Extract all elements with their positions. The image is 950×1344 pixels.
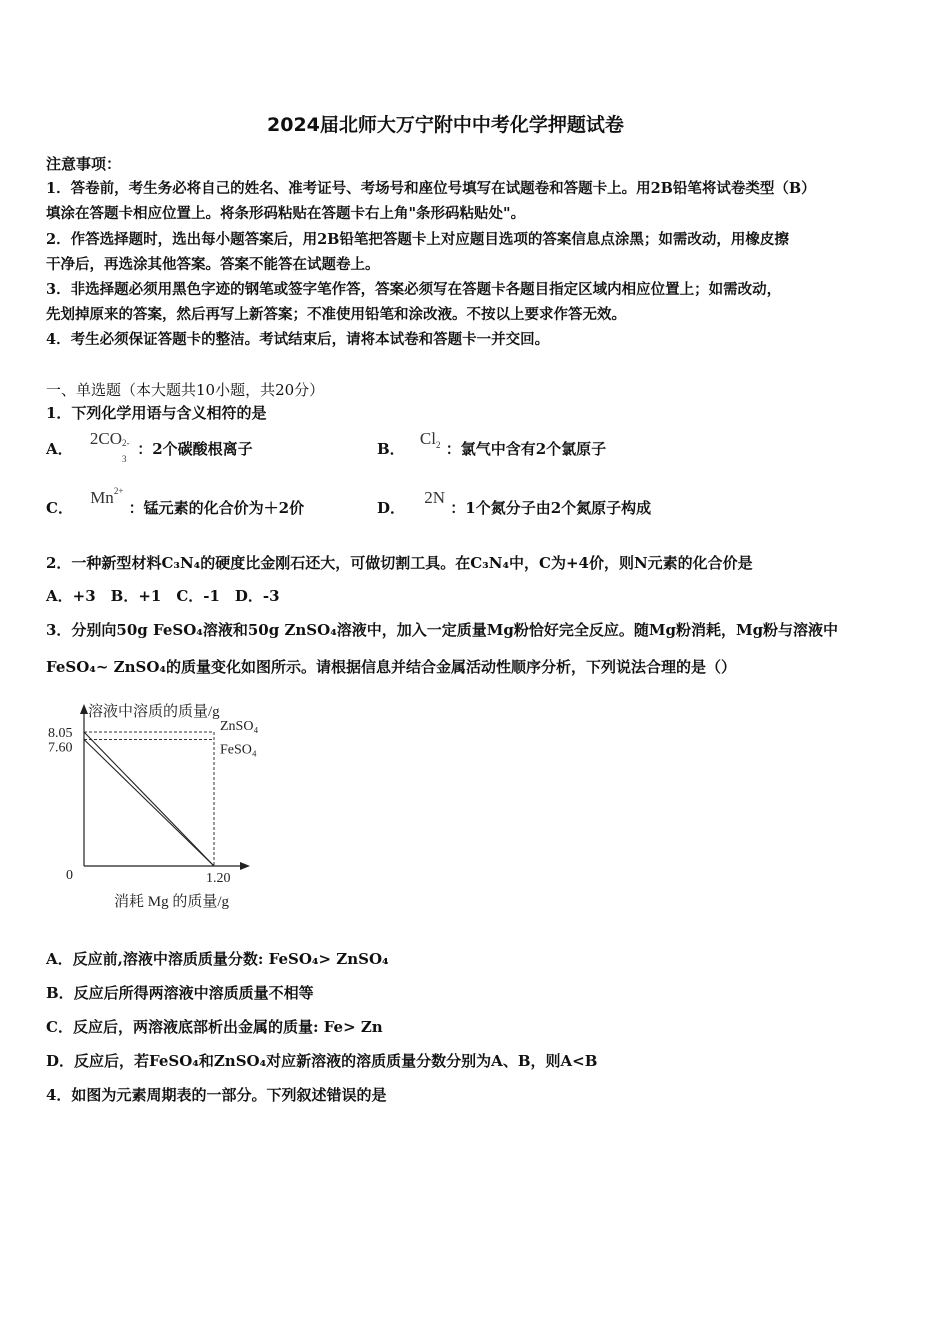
notice-heading: 注意事项： bbox=[46, 155, 122, 173]
y-tick-label: 7.60 bbox=[48, 740, 73, 756]
origin-label: 0 bbox=[66, 868, 73, 883]
question-2-options: A．+3 B．+1 C．-1 D．-3 bbox=[46, 587, 280, 605]
q1-option-b-formula: $Cl_2$ bbox=[419, 429, 441, 450]
legend-feso4: FeSO₄ bbox=[220, 742, 257, 758]
q1-option-d-text: ：1个氮分子由2个氮原子构成 bbox=[450, 499, 652, 517]
question-3-stem-line2: FeSO₄~ ZnSO₄的质量变化如图所示。请根据信息并结合金属活动性顺序分析，下列说法合理的是（） bbox=[46, 658, 736, 676]
q1-option-d bbox=[377, 488, 652, 517]
y-tick-label: 8.05 bbox=[48, 726, 73, 741]
notice-line: 填涂在答题卡相应位置上。将条形码粘贴在答题卡右上角"条形码粘贴处"。 bbox=[46, 205, 526, 222]
notice-line: 1．答卷前，考生务必将自己的姓名、准考证号、考场号和座位号填写在试题卷和答题卡上。用2B铅笔将试卷类型（B） bbox=[46, 180, 816, 197]
q1-option-b bbox=[377, 429, 607, 460]
q1-option-c-formula: $Mn^{2+}$ bbox=[90, 486, 124, 507]
question-1-stem: 1．下列化学用语与含义相符的是 bbox=[46, 404, 267, 422]
q1-option-b-label: B． bbox=[377, 440, 405, 458]
q1-option-b-text: ：氯气中含有2个氯原子 bbox=[445, 440, 607, 458]
page-title: 2024届北师大万宁附中中考化学押题试卷 bbox=[267, 114, 624, 136]
question-2-stem: 2．一种新型材料C₃N₄的硬度比金刚石还大，可做切割工具。在C₃N₄中，C为+4价，则N元素的化合价是 bbox=[46, 554, 753, 572]
series-line-znso4 bbox=[84, 732, 214, 866]
q1-option-d-label: D． bbox=[377, 499, 406, 517]
question-4-stem: 4．如图为元素周期表的一部分。下列叙述错误的是 bbox=[46, 1086, 387, 1104]
notice-line: 先划掉原来的答案，然后再写上新答案；不准使用铅笔和涂改液。不按以上要求作答无效。 bbox=[46, 306, 626, 323]
q3-option-c: C．反应后，两溶液底部析出金属的质量: Fe> Zn bbox=[46, 1018, 383, 1036]
notice-line: 干净后，再选涂其他答案。答案不能答在试题卷上。 bbox=[46, 256, 380, 273]
question-3-stem-line1: 3．分别向50g FeSO₄溶液和50g ZnSO₄溶液中，加入一定质量Mg粉恰好完全反应。随Mg粉消耗，Mg粉与溶液中 bbox=[46, 621, 839, 639]
q1-option-a-formula: 2CO 2- 3 bbox=[89, 429, 130, 464]
q1-option-c-label: C． bbox=[46, 499, 73, 517]
mass-change-chart bbox=[44, 694, 274, 916]
notice-line: 2．作答选择题时，选出每小题答案后，用2B铅笔把答题卡上对应题目选项的答案信息点涂黑；如需改动，用橡皮擦 bbox=[46, 231, 789, 248]
x-axis-label: 消耗 Mg 的质量/g bbox=[114, 894, 230, 910]
notice-line: 3．非选择题必须用黑色字迹的钢笔或签字笔作答，答案必须写在答题卡各题目指定区域内相应位置上；如需改动， bbox=[46, 281, 782, 298]
q1-option-c bbox=[46, 486, 305, 519]
q1-option-a bbox=[46, 429, 253, 464]
section-heading: 一、单选题（本大题共10小题，共20分） bbox=[46, 381, 325, 399]
x-tick-label: 1.20 bbox=[206, 871, 231, 886]
q1-option-d-formula: 2N bbox=[424, 488, 446, 507]
y-axis-arrow bbox=[80, 704, 88, 714]
q1-option-c-text: ：锰元素的化合价为＋2价 bbox=[128, 499, 305, 517]
q3-option-d: D．反应后，若FeSO₄和ZnSO₄对应新溶液的溶质质量分数分别为A、B，则A<B bbox=[46, 1052, 598, 1070]
series-line-feso4 bbox=[84, 739, 214, 866]
q3-option-a: A．反应前,溶液中溶质质量分数: FeSO₄> ZnSO₄ bbox=[46, 950, 389, 968]
notice-line: 4．考生必须保证答题卡的整洁。考试结束后，请将本试卷和答题卡一并交回。 bbox=[46, 331, 550, 348]
q3-option-b: B．反应后所得两溶液中溶质质量不相等 bbox=[46, 984, 314, 1002]
q1-option-a-label: A． bbox=[46, 440, 73, 458]
x-axis-arrow bbox=[240, 862, 250, 870]
y-axis-label: 溶液中溶质的质量/g bbox=[88, 704, 220, 720]
legend-znso4: ZnSO₄ bbox=[220, 719, 259, 734]
q1-option-a-text: ：2个碳酸根离子 bbox=[137, 440, 253, 458]
